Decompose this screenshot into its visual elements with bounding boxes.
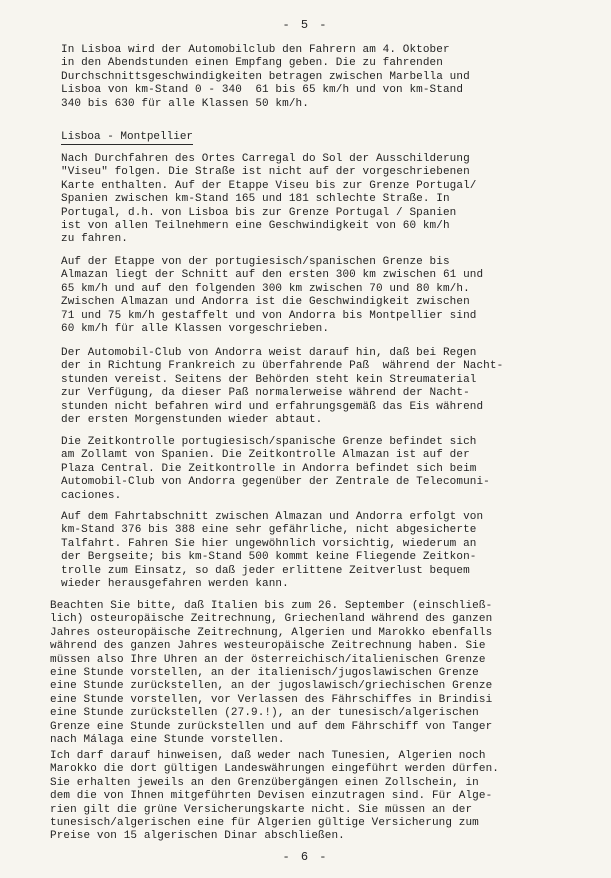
text-line: Almazan liegt der Schnitt auf den ersten 300 km zwischen 61 und [61, 269, 484, 282]
text-line: Auf der Etappe von der portugiesisch/spanischen Grenze bis [61, 256, 450, 268]
text-line: zur Verfügung, da dieser Paß normalerweise während der Nacht- [61, 387, 470, 400]
text-line: Durchschnittsgeschwindigkeiten betragen zwischen Marbella und [61, 70, 470, 83]
text-line: Ich darf darauf hinweisen, daß weder nach Tunesien, Algerien noch [50, 750, 486, 762]
text-line: Lisboa von km-Stand 0 - 340 61 bis 65 km/h und von km-Stand [61, 84, 464, 97]
text-line: ist von allen Teilnehmern eine Geschwindigkeit von 60 km/h [61, 220, 450, 233]
page-number-bottom: - 6 - [282, 850, 329, 864]
text-line: nach Málaga eine Stunde vorstellen. [50, 734, 285, 747]
text-line: eine Stunde vorstellen, an der italienisch/jugoslawischen Grenze [50, 667, 479, 680]
text-line: Automobil-Club von Andorra gegenüber der Zentrale de Telecomuni- [61, 476, 490, 489]
text-line: Der Automobil-Club von Andorra weist darauf hin, daß bei Regen [61, 347, 477, 359]
paragraph-currency-insurance [50, 750, 570, 844]
text-line: Jahres osteuropäische Zeitrechnung, Algerien und Marokko ebenfalls [50, 626, 493, 639]
text-line: zu fahren. [61, 233, 129, 246]
text-line: Talfahrt. Fahren Sie hier ungewöhnlich vorsichtig, wiederum an [61, 537, 477, 550]
paragraph-time-controls [61, 436, 566, 503]
text-line: Spanien zwischen km-Stand 165 und 181 schlechte Straße. In [61, 193, 450, 206]
section-heading: Lisboa - Montpellier [61, 131, 193, 145]
text-line: Sie erhalten jeweils an den Grenzübergängen einen Zollschein, in [50, 776, 479, 789]
text-line: der in Richtung Frankreich zu überfahrende Paß während der Nacht- [61, 360, 504, 373]
text-line: eine Stunde zurückstellen, an der jugoslawisch/griechischen Grenze [50, 680, 493, 693]
text-line: eine Stunde zurückstellen (27.9.!), an der tunesisch/algerischen [50, 707, 479, 720]
text-line: müssen also Ihre Uhren an der österreichisch/italienischen Grenze [50, 653, 486, 666]
text-line: dem die von Ihnen mitgeführten Devisen einzutragen sind. Für Alge- [50, 790, 493, 803]
paragraph-carregal [61, 153, 566, 247]
text-line: trolle zum Einsatz, so daß jeder erlittene Zeitverlust bequem [61, 564, 470, 577]
text-line: der ersten Morgenstunden wieder abtaut. [61, 414, 323, 427]
text-line: rien gilt die grüne Versicherungskarte nicht. Sie müssen an der [50, 803, 473, 816]
paragraph-andorra-pass [61, 347, 566, 427]
text-line: Grenze eine Stunde zurückstellen und auf dem Fährschiff von Tanger [50, 720, 493, 733]
paragraph-arrival-lisboa [61, 44, 566, 111]
paragraph-dangerous-descent [61, 511, 566, 591]
text-line: in den Abendstunden einen Empfang geben. Die zu fahrenden [61, 57, 443, 70]
text-line: Die Zeitkontrolle portugiesisch/spanische Grenze befindet sich [61, 436, 477, 448]
text-line: "Viseu" folgen. Die Straße ist nicht auf der vorgeschriebenen [61, 166, 470, 179]
text-line: Preise von 15 algerischen Dinar abschließen. [50, 830, 345, 843]
text-line: Auf dem Fahrtabschnitt zwischen Almazan und Andorra erfolgt von [61, 511, 484, 523]
text-line: Plaza Central. Die Zeitkontrolle in Andorra befindet sich beim [61, 462, 477, 475]
section-heading-wrap [61, 126, 566, 145]
text-line: 60 km/h für alle Klassen vorgeschrieben. [61, 323, 330, 336]
text-line: km-Stand 376 bis 388 eine sehr gefährliche, nicht abgesicherte [61, 524, 477, 537]
text-line: Portugal, d.h. von Lisboa bis zur Grenze Portugal / Spanien [61, 206, 457, 219]
text-line: Zwischen Almazan und Andorra ist die Geschwindigkeit zwischen [61, 296, 470, 309]
text-line: während des ganzen Jahres westeuropäische Zeitrechnung haben. Sie [50, 640, 486, 653]
text-line: eine Stunde vorstellen, vor Verlassen des Fährschiffes in Brindisi [50, 693, 493, 706]
text-line: Nach Durchfahren des Ortes Carregal do Sol der Ausschilderung [61, 153, 470, 165]
text-line: stunden nicht befahren wird und erfahrungsgemäß das Eis während [61, 400, 484, 413]
text-line: Beachten Sie bitte, daß Italien bis zum 26. September (einschließ- [50, 600, 493, 612]
text-line: stunden vereist. Seitens der Behörden steht kein Streumaterial [61, 373, 477, 386]
paragraph-time-zones [50, 600, 570, 747]
text-line: tunesisch/algerischen eine für Algerien gültige Versicherung zum [50, 817, 479, 830]
text-line: 71 und 75 km/h gestaffelt und von Andorra bis Montpellier sind [61, 309, 477, 322]
paragraph-almazan-speeds [61, 256, 566, 336]
text-line: 340 bis 630 für alle Klassen 50 km/h. [61, 97, 309, 110]
text-line: am Zollamt von Spanien. Die Zeitkontrolle Almazan ist auf der [61, 449, 470, 462]
text-line: Marokko die dort gültigen Landeswährungen eingeführt werden dürfen. [50, 763, 499, 776]
text-line: 65 km/h und auf den folgenden 300 km zwischen 70 und 80 km/h. [61, 282, 470, 295]
text-line: In Lisboa wird der Automobilclub den Fahrern am 4. Oktober [61, 44, 450, 56]
text-line: der Bergseite; bis km-Stand 500 kommt keine Fliegende Zeitkon- [61, 551, 477, 564]
text-line: Karte enthalten. Auf der Etappe Viseu bis zur Grenze Portugal/ [61, 179, 477, 192]
text-line: wieder herausgefahren werden kann. [61, 578, 289, 591]
page-number-top: - 5 - [282, 18, 329, 32]
text-line: lich) osteuropäische Zeitrechnung, Griechenland während des ganzen [50, 613, 493, 626]
text-line: caciones. [61, 489, 122, 502]
